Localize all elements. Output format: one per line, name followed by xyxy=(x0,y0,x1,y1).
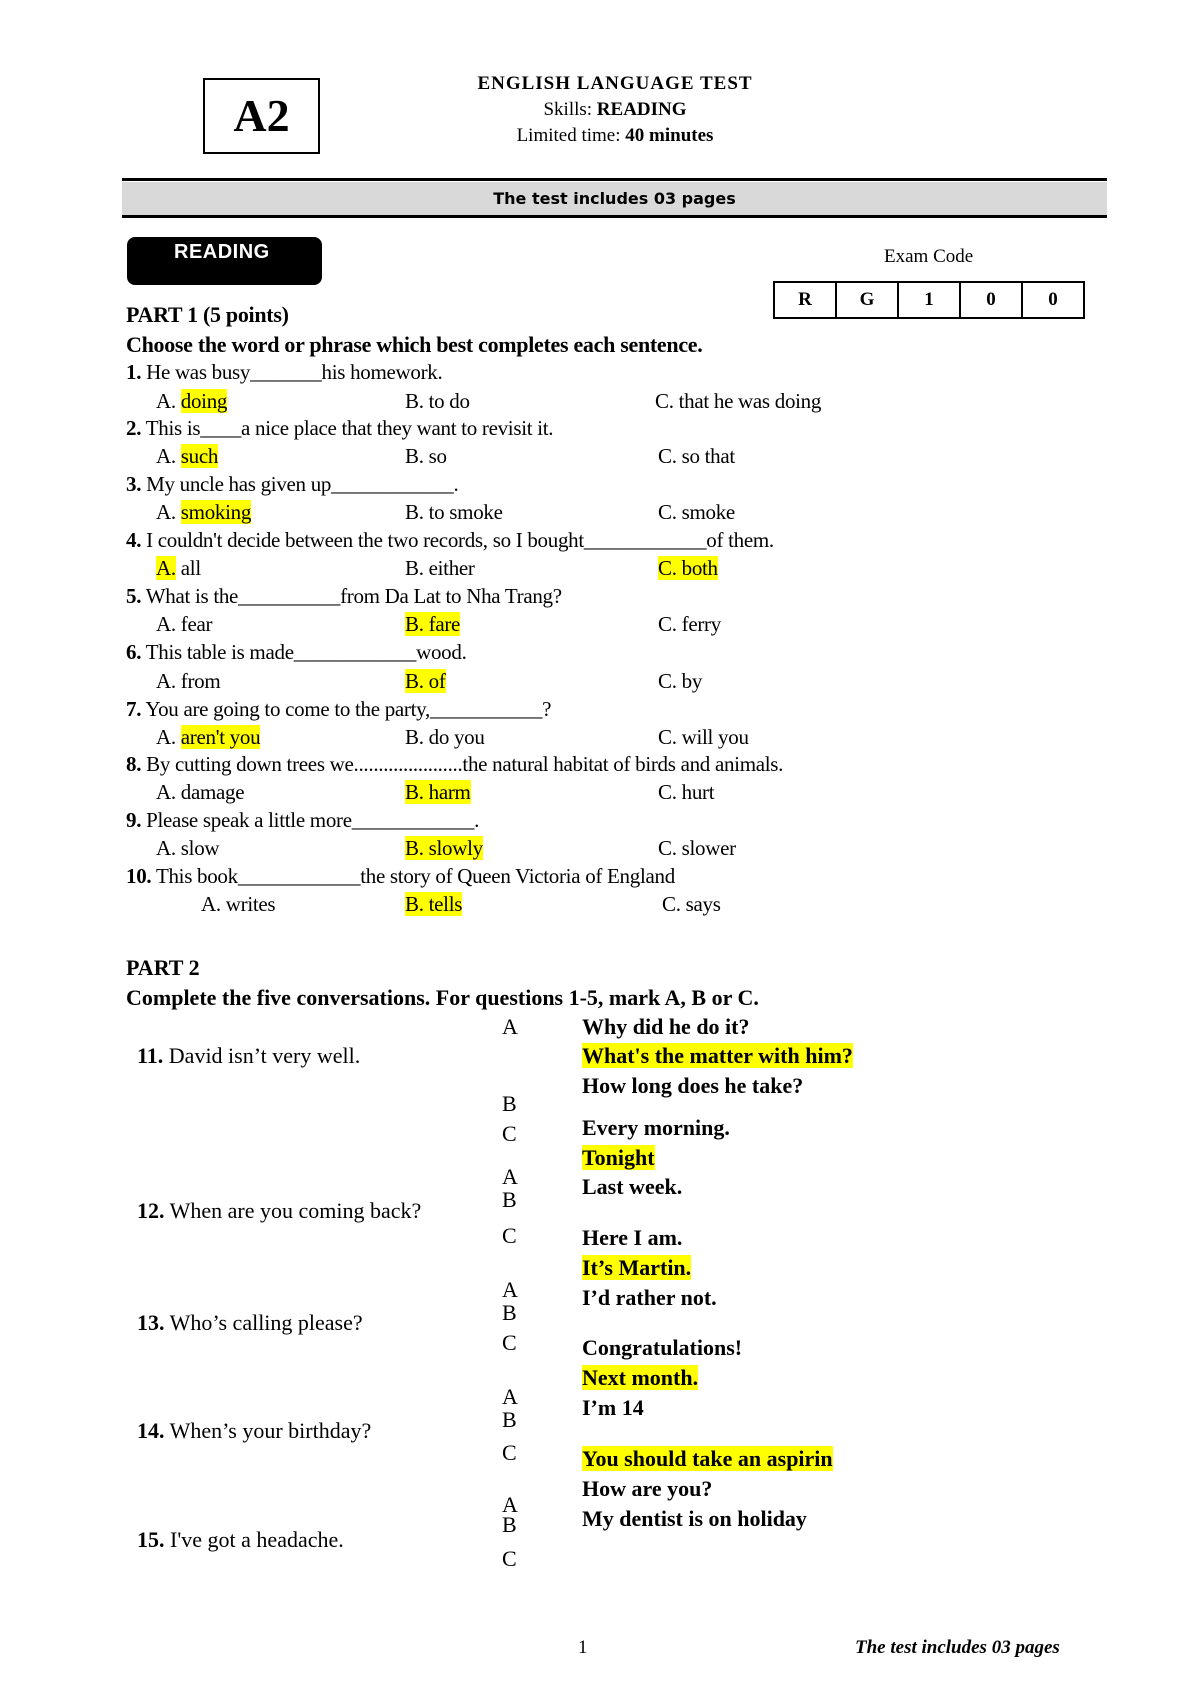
question-number: 4. xyxy=(126,528,142,552)
option-c: C. that he was doing xyxy=(655,389,822,413)
time-label: Limited time: xyxy=(516,125,621,146)
letter-b: B xyxy=(502,1407,517,1432)
question-text: This table is made____________wood. xyxy=(145,640,467,664)
option-c: C. by xyxy=(658,669,703,693)
exam-code-cell: 0 xyxy=(961,283,1023,317)
question-number: 7. xyxy=(126,697,142,721)
letter-b: B xyxy=(502,1091,517,1116)
option-c: C. both xyxy=(658,556,718,580)
option-b: B. so xyxy=(405,444,447,468)
question-text: I couldn't decide between the two records, so I bought____________of them. xyxy=(146,528,774,552)
question-number: 1. xyxy=(126,360,142,384)
answer-option: Last week. xyxy=(582,1174,683,1199)
part1-instruction: Choose the word or phrase which best completes each sentence. xyxy=(126,332,703,357)
question-10 xyxy=(126,864,675,889)
question-3 xyxy=(126,472,458,497)
test-title: ENGLISH LANGUAGE TEST xyxy=(477,73,753,94)
letter-b: B xyxy=(502,1187,517,1212)
option-a: A. aren't you xyxy=(156,725,261,749)
answer-option: Congratulations! xyxy=(582,1335,743,1360)
answer-option: Here I am. xyxy=(582,1225,683,1250)
part2-instruction: Complete the five conversations. For questions 1-5, mark A, B or C. xyxy=(126,985,759,1010)
answer-option: You should take an aspirin xyxy=(582,1446,833,1471)
question-number: 9. xyxy=(126,808,142,832)
letter-a: A xyxy=(502,1277,518,1302)
question-4 xyxy=(126,528,774,553)
option-a: A. fear xyxy=(156,612,213,636)
option-b: B. of xyxy=(405,669,446,693)
skills-value: READING xyxy=(596,99,687,120)
question-number: 8. xyxy=(126,752,142,776)
option-a: A. all xyxy=(156,556,201,580)
question-number: 2. xyxy=(126,416,142,440)
option-a: A. writes xyxy=(201,892,276,916)
question-text: This book____________the story of Queen Victoria of England xyxy=(155,864,675,888)
section-label: READING xyxy=(127,237,322,285)
answer-option: Next month. xyxy=(582,1365,699,1390)
letter-b: B xyxy=(502,1512,517,1537)
answer-option: I’d rather not. xyxy=(582,1285,717,1310)
option-c: C. smoke xyxy=(658,500,735,524)
option-c: C. so that xyxy=(658,444,735,468)
question-9 xyxy=(126,808,479,833)
answer-option: Every morning. xyxy=(582,1115,730,1140)
letter-c: C xyxy=(502,1223,517,1248)
level-badge: A2 xyxy=(203,78,320,154)
option-b: B. do you xyxy=(405,725,485,749)
option-a: A. doing xyxy=(156,389,228,413)
option-c: C. hurt xyxy=(658,780,715,804)
letter-a: A xyxy=(502,1384,518,1409)
option-a: A. slow xyxy=(156,836,220,860)
exam-code-cell: G xyxy=(837,283,899,317)
answer-option: Why did he do it? xyxy=(582,1014,750,1039)
question-7 xyxy=(126,697,551,722)
exam-code-label: Exam Code xyxy=(884,246,974,267)
page-number: 1 xyxy=(578,1637,588,1658)
time-line xyxy=(430,125,800,147)
option-b: B. fare xyxy=(405,612,461,636)
question-1 xyxy=(126,360,442,385)
question-8 xyxy=(126,752,783,777)
letter-c: C xyxy=(502,1440,517,1465)
letter-a: A xyxy=(502,1164,518,1189)
time-value: 40 minutes xyxy=(625,125,714,146)
question-text: What is the__________from Da Lat to Nha Trang? xyxy=(145,584,562,608)
option-b: B. either xyxy=(405,556,475,580)
option-c: C. will you xyxy=(658,725,749,749)
question-text: He was busy_______his homework. xyxy=(146,360,443,384)
option-b: B. to do xyxy=(405,389,470,413)
answer-option: Tonight xyxy=(582,1145,655,1170)
option-b: B. harm xyxy=(405,780,471,804)
option-a: A. from xyxy=(156,669,221,693)
option-a: A. such xyxy=(156,444,219,468)
answer-option: I’m 14 xyxy=(582,1395,644,1420)
skills-label: Skills: xyxy=(543,99,593,120)
option-a: A. smoking xyxy=(156,500,252,524)
question-text: My uncle has given up____________. xyxy=(146,472,459,496)
question-number: 6. xyxy=(126,640,142,664)
option-b: B. tells xyxy=(405,892,463,916)
question-6 xyxy=(126,640,467,665)
footer-note: The test includes 03 pages xyxy=(855,1637,1060,1658)
exam-code-cell: R xyxy=(775,283,837,317)
letter-b: B xyxy=(502,1300,517,1325)
answer-option: How long does he take? xyxy=(582,1073,804,1098)
answer-option: How are you? xyxy=(582,1476,713,1501)
option-c: C. slower xyxy=(658,836,736,860)
conversation-15: 15. I've got a headache. xyxy=(137,1527,344,1552)
question-2 xyxy=(126,416,553,441)
question-text: By cutting down trees we......................the natural habitat of birds and animals. xyxy=(146,752,784,776)
question-text: This is____a nice place that they want to revisit it. xyxy=(145,416,554,440)
letter-c: C xyxy=(502,1546,517,1571)
option-a: A. damage xyxy=(156,780,245,804)
top-rule xyxy=(122,178,1107,181)
question-text: You are going to come to the party,___________? xyxy=(145,697,552,721)
question-text: Please speak a little more____________. xyxy=(146,808,480,832)
answer-option: What's the matter with him? xyxy=(582,1043,853,1068)
letter-a: A xyxy=(502,1492,518,1517)
pages-banner: The test includes 03 pages xyxy=(122,182,1107,218)
exam-code-box xyxy=(773,281,1085,319)
question-number: 3. xyxy=(126,472,142,496)
conversation-11: 11. David isn’t very well. xyxy=(137,1043,361,1068)
question-number: 5. xyxy=(126,584,142,608)
letter-a: A xyxy=(502,1014,518,1039)
part1-title: PART 1 (5 points) xyxy=(126,302,289,327)
question-5 xyxy=(126,584,562,609)
answer-option: It’s Martin. xyxy=(582,1255,692,1280)
option-c: C. ferry xyxy=(658,612,721,636)
conversation-14: 14. When’s your birthday? xyxy=(137,1418,372,1443)
conversation-12: 12. When are you coming back? xyxy=(137,1198,422,1223)
exam-code-cell: 1 xyxy=(899,283,961,317)
part2-title: PART 2 xyxy=(126,955,200,980)
option-b: B. slowly xyxy=(405,836,483,860)
option-b: B. to smoke xyxy=(405,500,503,524)
letter-c: C xyxy=(502,1121,517,1146)
conversation-13: 13. Who’s calling please? xyxy=(137,1310,363,1335)
option-c: C. says xyxy=(662,892,721,916)
answer-option: My dentist is on holiday xyxy=(582,1506,807,1531)
letter-c: C xyxy=(502,1330,517,1355)
skills-line xyxy=(430,99,800,121)
exam-code-cell: 0 xyxy=(1048,289,1058,310)
question-number: 10. xyxy=(126,864,152,888)
